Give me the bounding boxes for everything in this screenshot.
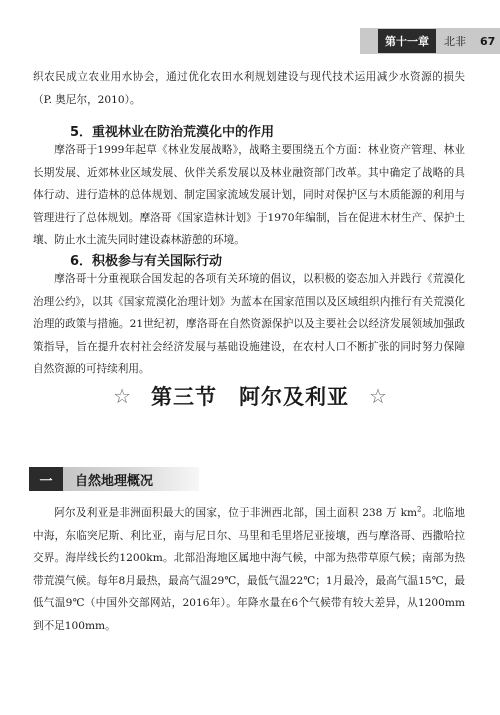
chapter-title: 北非	[444, 35, 466, 48]
subsection-banner	[29, 467, 199, 491]
section-country: 阿尔及利亚	[239, 385, 349, 409]
heading-forestry: 5．重视林业在防治荒漠化中的作用	[70, 125, 275, 140]
geography-text-part1: 阿尔及利亚是非洲面积最大的国家，位于非洲西北部，国土面积 238 万 km	[54, 507, 418, 519]
star-icon: ☆	[369, 384, 387, 408]
page-number: 67	[480, 34, 496, 48]
chapter-tag: 第十一章	[378, 29, 436, 53]
section-number: 第三节	[151, 385, 217, 409]
geography-text-part2: 。北临地中海，东临突尼斯、利比亚，南与尼日尔、马里和毛里塔尼亚接壤，西与摩洛哥、西撒哈拉交界。海岸线长约1200km。北部沿海地区属地中海气候，中部为热带草原气候；南部为热带荒漠气候。每年8月最热，最高气温29℃，最低气温22℃；1月最冷，最高气温15℃，最低气温9℃（中国外交部网站，2016年）。年降水量在6个气候带有较大差异，从1200mm到不足100mm。	[33, 507, 465, 632]
star-icon: ☆	[113, 384, 131, 408]
paragraph-forestry: 摩洛哥于1999年起草《林业发展战略》，战略主要围绕五个方面：林业资产管理、林业长期发展、近郊林业区域发展、伙伴关系发展以及林业融资部门改革。其中确定了战略的具体行动、进行造林的总体规划、制定国家流域发展计划，同时对保护区与木质能源的利用与管理进行了总体规划。摩洛哥《国家造林计划》于1970年编制，旨在促进木材生产、保护土壤、防止水土流失同时建设森林游憩的环境。	[33, 144, 465, 247]
heading-international-action: 6．积极参与有关国际行动	[70, 254, 223, 269]
area-unit-superscript: 2	[417, 505, 422, 514]
paragraph-international-action: 摩洛哥十分重视联合国发起的各项有关环境的倡议，以积极的姿态加入并践行《荒漠化治理公约》，以其《国家荒漠化治理计划》为蓝本在国家范围以及区域组织内推行有关荒漠化治理的政策与措施。21世纪初，摩洛哥在自然资源保护以及主要社会以经济发展领域加强政策指导，旨在提升农村社会经济发展与基础设施建设，在农村人口不断扩张的同时努力保障自然资源的可持续利用。	[33, 273, 465, 376]
section-title	[151, 381, 349, 411]
paragraph-continued: 织农民成立农业用水协会，通过优化农田水利规划建设与现代技术运用减少水资源的损失（P. 奥尼尔，2010）。	[33, 71, 465, 106]
paragraph-geography	[33, 502, 465, 638]
page-header	[360, 28, 500, 54]
subsection-title: 自然地理概况	[75, 473, 154, 489]
section-title-banner	[113, 379, 387, 413]
subsection-number: 一	[29, 467, 63, 491]
